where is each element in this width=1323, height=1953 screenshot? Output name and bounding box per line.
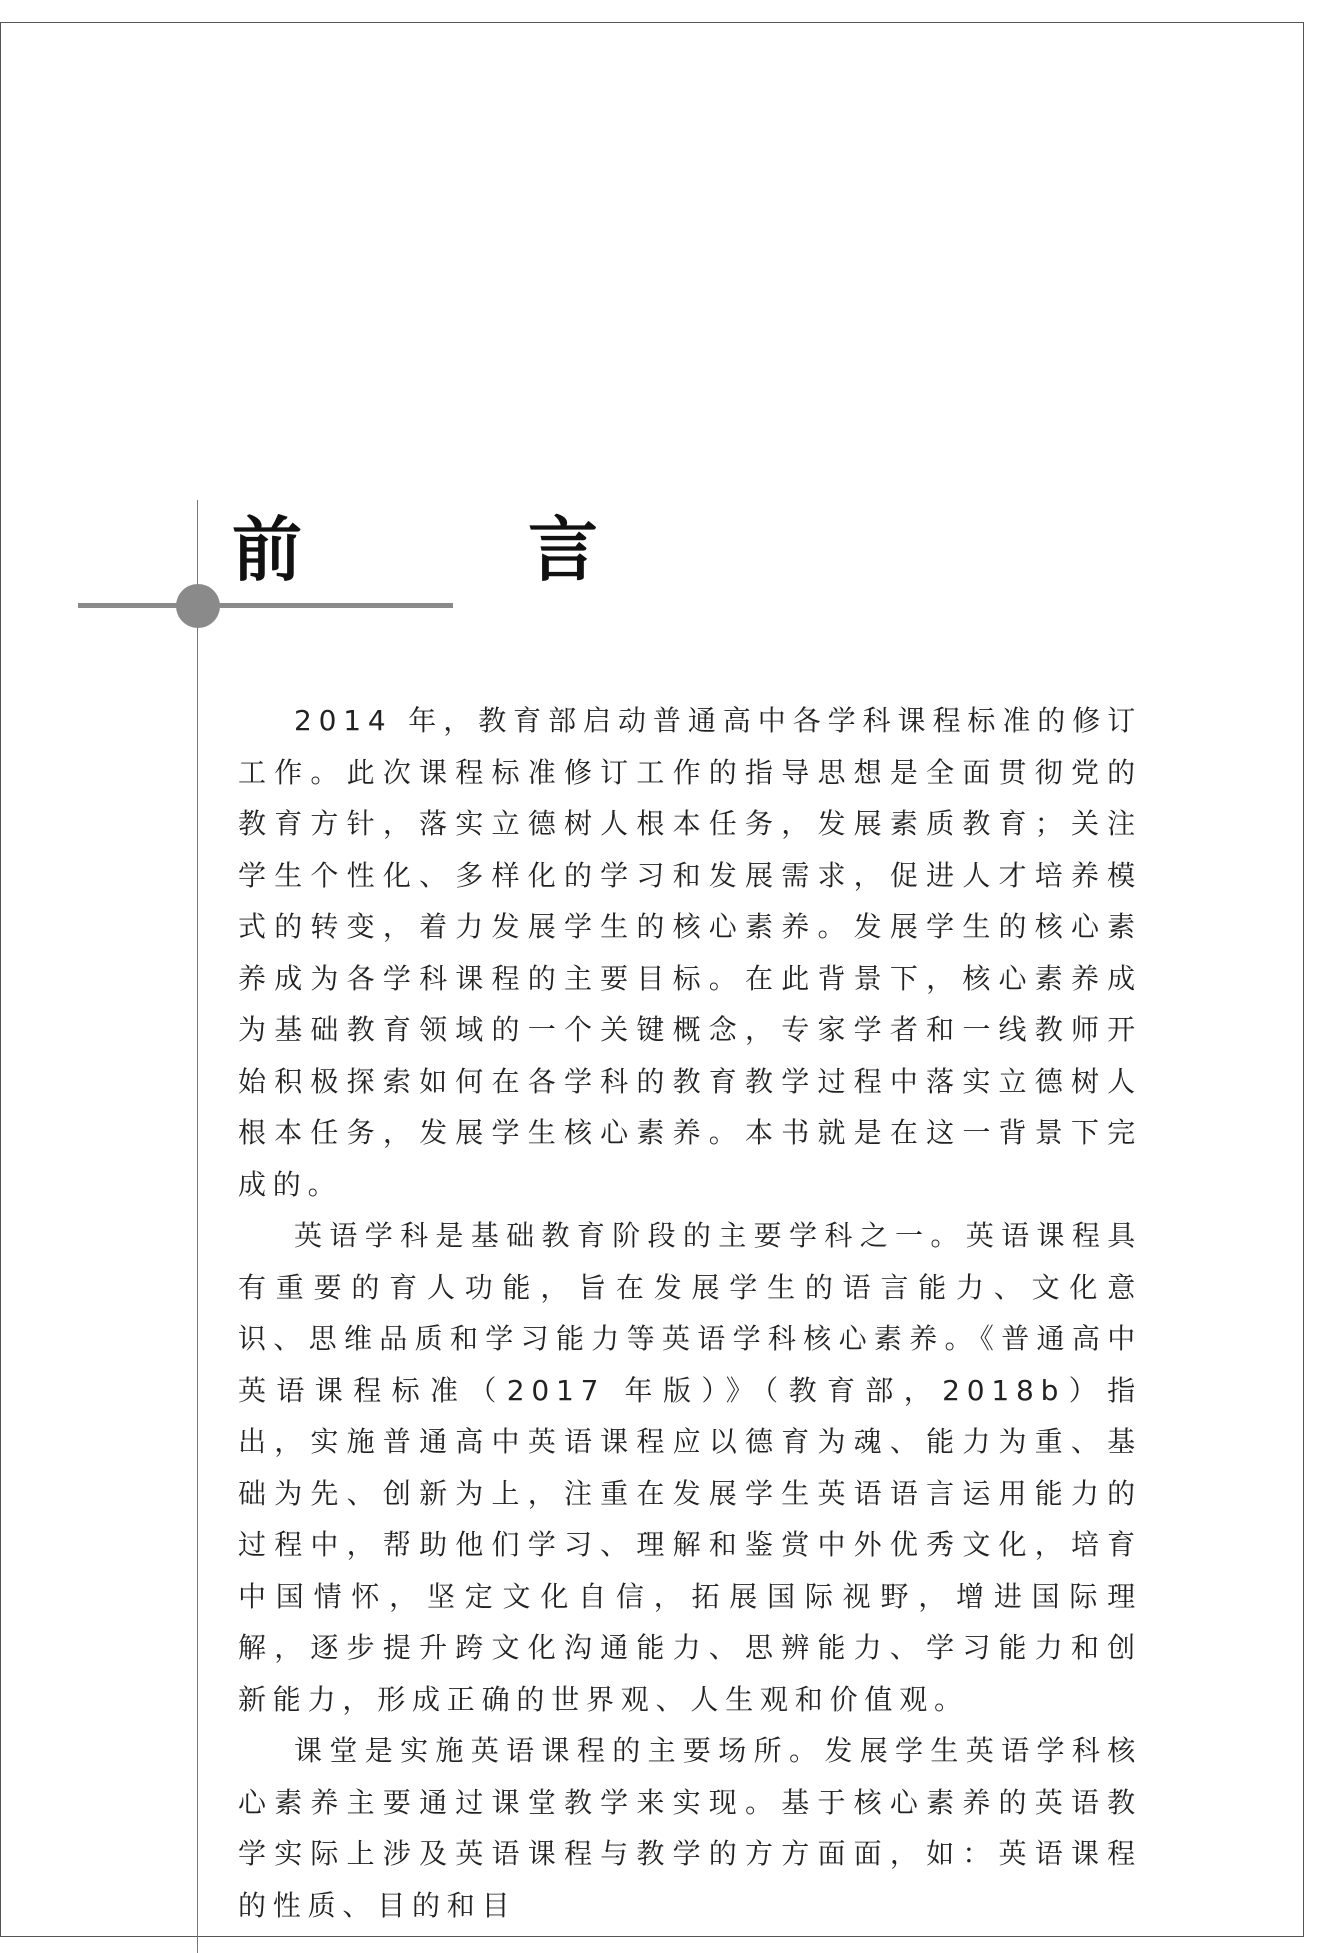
preface-body	[238, 695, 1142, 1931]
paragraph-3: 课堂是实施英语课程的主要场所。发展学生英语学科核心素养主要通过课堂教学来实现。基于核心素养的英语教学实际上涉及英语课程与教学的方方面面，如：英语课程的性质、目的和目	[238, 1734, 1142, 1922]
decorative-circle	[176, 584, 220, 628]
paragraph-1: 2014 年，教育部启动普通高中各学科课程标准的修订工作。此次课程标准修订工作的指导思想是全面贯彻党的教育方针，落实立德树人根本任务，发展素质教育；关注学生个性化、多样化的学习和发展需求，促进人才培养模式的转变，着力发展学生的核心素养。发展学生的核心素养成为各学科课程的主要目标。在此背景下，核心素养成为基础教育领域的一个关键概念，专家学者和一线教师开始积极探索如何在各学科的教育教学过程中落实立德树人根本任务，发展学生核心素养。本书就是在这一背景下完成的。	[238, 704, 1142, 1201]
page-border-right	[1303, 22, 1304, 1937]
chapter-title: 前 言	[232, 508, 676, 591]
decorative-vertical-rule	[197, 500, 198, 1953]
paragraph-2: 英语学科是基础教育阶段的主要学科之一。英语课程具有重要的育人功能，旨在发展学生的语言能力、文化意识、思维品质和学习能力等英语学科核心素养。《普通高中英语课程标准（2017 年版）》（教育部，2018b）指出，实施普通高中英语课程应以德育为魂、能力为重、基础为先、创新为上，注重在发展学生英语语言运用能力的过程中，帮助他们学习、理解和鉴赏中外优秀文化，培育中国情怀，坚定文化自信，拓展国际视野，增进国际理解，逐步提升跨文化沟通能力、思辨能力、学习能力和创新能力，形成正确的世界观、人生观和价值观。	[238, 1219, 1142, 1716]
page-border-left	[0, 22, 1, 1937]
page-border-bottom	[0, 1936, 1303, 1937]
page-border-top	[0, 22, 1303, 23]
decorative-horizontal-bar	[78, 603, 453, 608]
